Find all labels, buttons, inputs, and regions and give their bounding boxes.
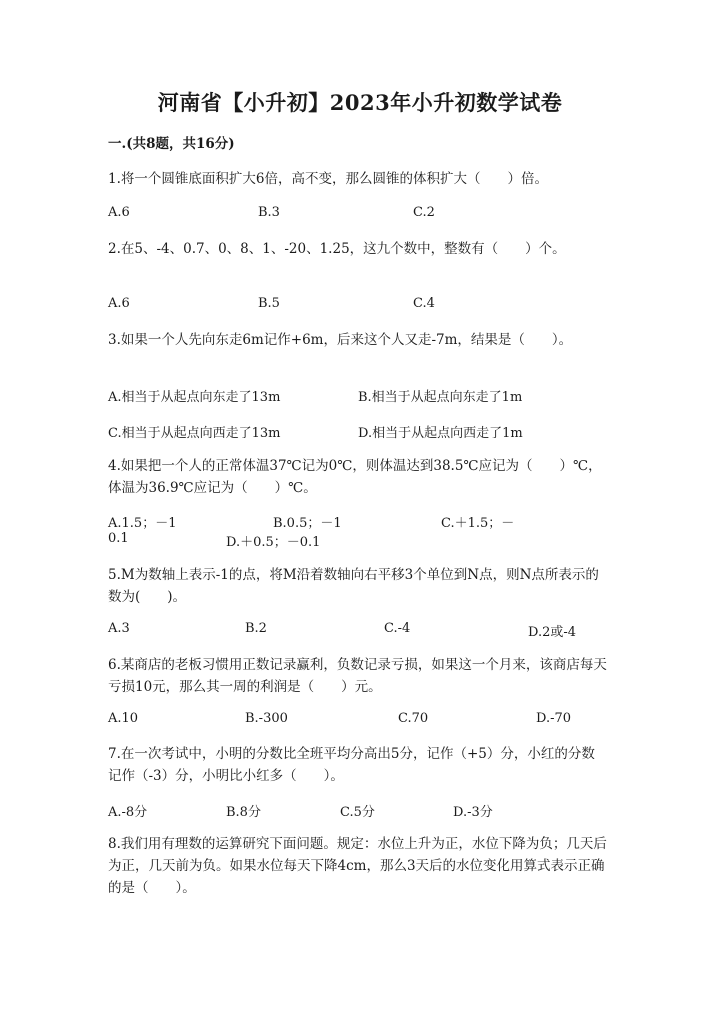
option-d[interactable]: D.相当于从起点向西走了1m <box>358 426 523 441</box>
question-7: 7.在一次考试中，小明的分数比全班平均分高出5分，记作（+5）分，小红的分数记作（-3）分，小明比小红多（ ）。 <box>108 746 595 784</box>
option-a[interactable]: A.6 <box>108 296 130 311</box>
section-heading: 一.(共8题，共16分) <box>108 136 235 152</box>
option-d[interactable]: D.-70 <box>536 711 572 726</box>
option-a[interactable]: A.10 <box>108 711 139 726</box>
options-3a <box>108 386 608 406</box>
options-4b <box>108 531 608 551</box>
page-title: 河南省【小升初】2023年小升初数学试卷 <box>157 90 563 115</box>
option-a[interactable]: A.1.5；－1 <box>108 516 177 531</box>
option-c-continued: 0.1 <box>108 531 129 546</box>
option-b[interactable]: B.相当于从起点向东走了1m <box>358 390 523 405</box>
option-d[interactable]: D.-3分 <box>453 805 493 820</box>
option-b[interactable]: B.-300 <box>245 711 288 726</box>
option-c[interactable]: C.相当于从起点向西走了13m <box>108 426 281 441</box>
question-4: 4.如果把一个人的正常体温37℃记为0℃，则体温达到38.5℃应记为（ ）℃，体温为36.9℃应记为（ ）℃。 <box>108 458 602 496</box>
option-c[interactable]: C.70 <box>398 711 429 726</box>
option-c[interactable]: C.5分 <box>340 805 375 820</box>
option-b[interactable]: B.8分 <box>226 805 261 820</box>
question-2: 2.在5、-4、0.7、0、8、1、-20、1.25，这九个数中，整数有（ ）个。 <box>108 241 566 257</box>
question-3: 3.如果一个人先向东走6m记作+6m，后来这个人又走-7m，结果是（ ）。 <box>108 332 573 348</box>
option-c[interactable]: C.＋1.5；－ <box>441 516 515 531</box>
question-5: 5.M为数轴上表示-1的点，将M沿着数轴向右平移3个单位到N点，则N点所表示的数为( )。 <box>108 567 599 605</box>
option-c[interactable]: C.4 <box>413 296 435 311</box>
option-b[interactable]: B.5 <box>258 296 280 311</box>
option-a[interactable]: A.6 <box>108 205 130 220</box>
options-5 <box>108 621 608 641</box>
options-1 <box>108 205 608 225</box>
option-c[interactable]: C.-4 <box>384 621 411 636</box>
option-c[interactable]: C.2 <box>413 205 435 220</box>
option-d[interactable]: D.＋0.5；－0.1 <box>226 535 321 550</box>
question-1: 1.将一个圆锥底面积扩大6倍，高不变，那么圆锥的体积扩大（ ）倍。 <box>108 171 548 187</box>
option-b[interactable]: B.2 <box>245 621 267 636</box>
option-a[interactable]: A.相当于从起点向东走了13m <box>108 390 281 405</box>
options-6 <box>108 711 608 731</box>
options-3b <box>108 422 608 442</box>
options-7 <box>108 801 608 821</box>
question-6: 6.某商店的老板习惯用正数记录赢利，负数记录亏损，如果这一个月来，该商店每天亏损10元，那么其一周的利润是（ ）元。 <box>108 657 607 695</box>
option-d[interactable]: D.2或-4 <box>528 625 577 640</box>
options-4a <box>108 512 608 532</box>
option-b[interactable]: B.3 <box>258 205 280 220</box>
options-2 <box>108 296 608 316</box>
option-b[interactable]: B.0.5；－1 <box>273 516 342 531</box>
question-8: 8.我们用有理数的运算研究下面问题。规定：水位上升为正，水位下降为负；几天后为正，几天前为负。如果水位每天下降4cm，那么3天后的水位变化用算式表示正确的是（ ）。 <box>108 836 607 896</box>
option-a[interactable]: A.-8分 <box>108 805 148 820</box>
option-a[interactable]: A.3 <box>108 621 130 636</box>
